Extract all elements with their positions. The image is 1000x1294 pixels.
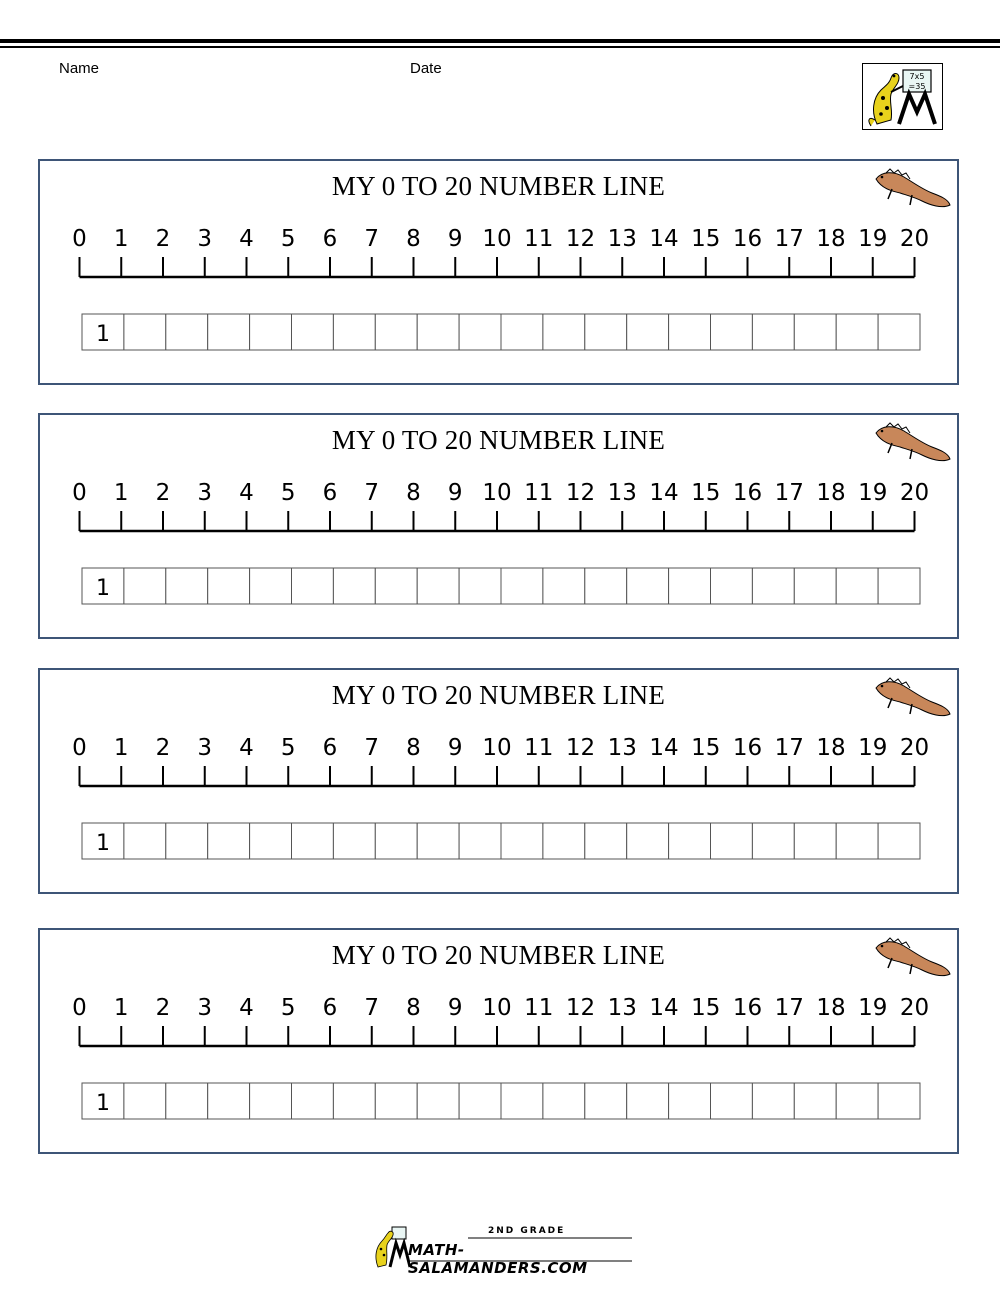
answer-box[interactable] [585,314,627,350]
tick-label: 12 [565,995,596,1021]
tick-label: 15 [691,480,721,506]
name-label: Name [59,60,100,77]
tick-label: 6 [322,480,338,506]
answer-box[interactable] [333,1083,375,1119]
tick-label: 4 [239,226,254,252]
tick-label: 2 [155,735,171,761]
number-line [40,670,956,891]
tick-label: 19 [858,226,888,252]
answer-box[interactable] [417,1083,459,1119]
tick-label: 13 [607,735,637,761]
tick-label: 5 [280,735,296,761]
tick-label: 14 [649,226,679,252]
answer-box[interactable] [627,823,669,859]
tick-label: 1 [113,480,129,506]
tick-label: 15 [691,226,721,252]
answer-box[interactable] [124,314,166,350]
tick-label: 7 [364,480,380,506]
tick-label: 2 [155,995,171,1021]
answer-box[interactable] [878,314,920,350]
answer-box[interactable] [627,314,669,350]
answer-box[interactable] [752,314,794,350]
tick-label: 4 [239,995,254,1021]
answer-box[interactable] [501,823,543,859]
answer-box[interactable] [292,568,334,604]
answer-box[interactable] [166,823,208,859]
tick-label: 19 [858,480,888,506]
math-salamanders-logo-icon [862,63,943,130]
answer-box[interactable] [208,1083,250,1119]
tick-label: 12 [565,735,596,761]
tick-label: 6 [322,995,338,1021]
tick-label: 15 [691,735,721,761]
answer-box-value: 1 [95,322,110,347]
tick-label: 13 [607,480,637,506]
top-rule-thick [0,39,1000,43]
answer-box[interactable] [669,314,711,350]
panel-title: MY 0 TO 20 NUMBER LINE [331,425,666,455]
tick-label: 20 [899,226,930,252]
answer-box[interactable] [878,1083,920,1119]
tick-label: 12 [565,480,596,506]
answer-box[interactable] [711,568,753,604]
tick-label: 9 [447,735,463,761]
answer-box[interactable] [208,314,250,350]
answer-box[interactable] [543,568,585,604]
answer-box[interactable] [878,568,920,604]
number-line-panel [38,413,959,639]
answer-box[interactable] [711,823,753,859]
tick-label: 5 [280,226,296,252]
tick-label: 18 [816,735,846,761]
tick-label: 14 [649,995,679,1021]
answer-box[interactable] [208,568,250,604]
answer-box[interactable] [333,823,375,859]
number-line [40,930,956,1151]
panel-title: MY 0 TO 20 NUMBER LINE [331,171,666,201]
answer-box-value: 1 [95,1091,110,1116]
answer-box[interactable] [459,314,501,350]
number-line-panel [38,668,959,894]
answer-box[interactable] [459,1083,501,1119]
tick-label: 0 [72,735,87,761]
answer-box[interactable] [417,823,459,859]
answer-box[interactable] [585,568,627,604]
answer-box[interactable] [250,314,292,350]
tick-label: 2 [155,226,171,252]
tick-label: 16 [732,226,763,252]
panel-title: MY 0 TO 20 NUMBER LINE [331,940,666,970]
answer-box[interactable] [627,568,669,604]
tick-label: 17 [774,480,804,506]
tick-label: 17 [774,735,804,761]
number-line-panel [38,928,959,1154]
answer-box[interactable] [292,314,334,350]
number-line [40,415,956,636]
tick-label: 0 [72,480,87,506]
tick-label: 12 [565,226,596,252]
tick-label: 3 [197,226,213,252]
tick-label: 7 [364,735,380,761]
svg-text:7x5: 7x5 [909,72,925,81]
tick-label: 3 [197,480,213,506]
answer-box[interactable] [375,314,417,350]
tick-label: 0 [72,995,87,1021]
tick-label: 3 [197,735,213,761]
tick-label: 6 [322,226,338,252]
answer-box[interactable] [836,314,878,350]
answer-box[interactable] [543,823,585,859]
answer-box[interactable] [711,1083,753,1119]
footer-site: MATH-SALAMANDERS.COM [408,1241,588,1277]
tick-label: 11 [524,995,554,1021]
answer-box[interactable] [501,1083,543,1119]
tick-label: 10 [482,735,512,761]
footer-grade: 2ND GRADE [488,1226,566,1236]
answer-box[interactable] [250,823,292,859]
answer-box[interactable] [669,1083,711,1119]
answer-box[interactable] [375,1083,417,1119]
tick-label: 9 [447,226,463,252]
answer-box[interactable] [166,1083,208,1119]
svg-text:=35: =35 [908,82,926,91]
answer-box[interactable] [794,1083,836,1119]
tick-label: 10 [482,226,512,252]
answer-box[interactable] [585,823,627,859]
tick-label: 8 [406,226,421,252]
answer-box[interactable] [292,1083,334,1119]
answer-box[interactable] [627,1083,669,1119]
date-label: Date [410,60,442,77]
tick-label: 13 [607,995,637,1021]
answer-box[interactable] [836,1083,878,1119]
answer-box[interactable] [333,568,375,604]
tick-label: 15 [691,995,721,1021]
answer-box[interactable] [752,568,794,604]
answer-box[interactable] [794,568,836,604]
answer-box[interactable] [459,823,501,859]
footer-rules [370,1225,640,1270]
tick-label: 1 [113,735,129,761]
tick-label: 18 [816,995,846,1021]
answer-box[interactable] [375,823,417,859]
answer-box-value: 1 [95,831,110,856]
answer-box[interactable] [836,823,878,859]
tick-label: 9 [447,480,463,506]
tick-label: 3 [197,995,213,1021]
answer-box[interactable] [250,1083,292,1119]
tick-label: 9 [447,995,463,1021]
answer-box[interactable] [459,568,501,604]
answer-box[interactable] [208,823,250,859]
answer-box[interactable] [124,568,166,604]
tick-label: 20 [899,995,930,1021]
number-line [40,161,956,382]
tick-label: 1 [113,995,129,1021]
answer-box[interactable] [417,568,459,604]
tick-label: 17 [774,995,804,1021]
top-rule-thin [0,46,1000,48]
answer-box[interactable] [794,823,836,859]
answer-box[interactable] [711,314,753,350]
tick-label: 8 [406,735,421,761]
answer-box[interactable] [794,314,836,350]
tick-label: 2 [155,480,171,506]
tick-label: 8 [406,995,421,1021]
answer-box[interactable] [501,568,543,604]
tick-label: 19 [858,735,888,761]
answer-box[interactable] [124,823,166,859]
panel-title: MY 0 TO 20 NUMBER LINE [331,680,666,710]
tick-label: 4 [239,735,254,761]
tick-label: 6 [322,735,338,761]
tick-label: 14 [649,735,679,761]
tick-label: 11 [524,226,554,252]
answer-box[interactable] [292,823,334,859]
tick-label: 7 [364,226,380,252]
tick-label: 20 [899,735,930,761]
answer-box[interactable] [878,823,920,859]
answer-box[interactable] [669,823,711,859]
answer-box[interactable] [375,568,417,604]
answer-box[interactable] [250,568,292,604]
tick-label: 19 [858,995,888,1021]
answer-box[interactable] [333,314,375,350]
tick-label: 14 [649,480,679,506]
tick-label: 1 [113,226,129,252]
answer-box[interactable] [836,568,878,604]
answer-box[interactable] [585,1083,627,1119]
tick-label: 5 [280,995,296,1021]
tick-label: 16 [732,995,763,1021]
number-line-panel [38,159,959,385]
tick-label: 10 [482,480,512,506]
answer-box[interactable] [501,314,543,350]
answer-box[interactable] [166,568,208,604]
answer-box[interactable] [669,568,711,604]
tick-label: 18 [816,226,846,252]
tick-label: 17 [774,226,804,252]
answer-box[interactable] [543,1083,585,1119]
tick-label: 20 [899,480,930,506]
tick-label: 7 [364,995,380,1021]
footer-logo [370,1225,640,1277]
tick-label: 0 [72,226,87,252]
answer-box[interactable] [752,1083,794,1119]
answer-box[interactable] [124,1083,166,1119]
answer-box-value: 1 [95,576,110,601]
answer-box[interactable] [752,823,794,859]
tick-label: 16 [732,480,763,506]
tick-label: 11 [524,480,554,506]
tick-label: 11 [524,735,554,761]
tick-label: 4 [239,480,254,506]
tick-label: 18 [816,480,846,506]
answer-box[interactable] [543,314,585,350]
tick-label: 16 [732,735,763,761]
answer-box[interactable] [166,314,208,350]
tick-label: 8 [406,480,421,506]
tick-label: 10 [482,995,512,1021]
tick-label: 13 [607,226,637,252]
tick-label: 5 [280,480,296,506]
answer-box[interactable] [417,314,459,350]
